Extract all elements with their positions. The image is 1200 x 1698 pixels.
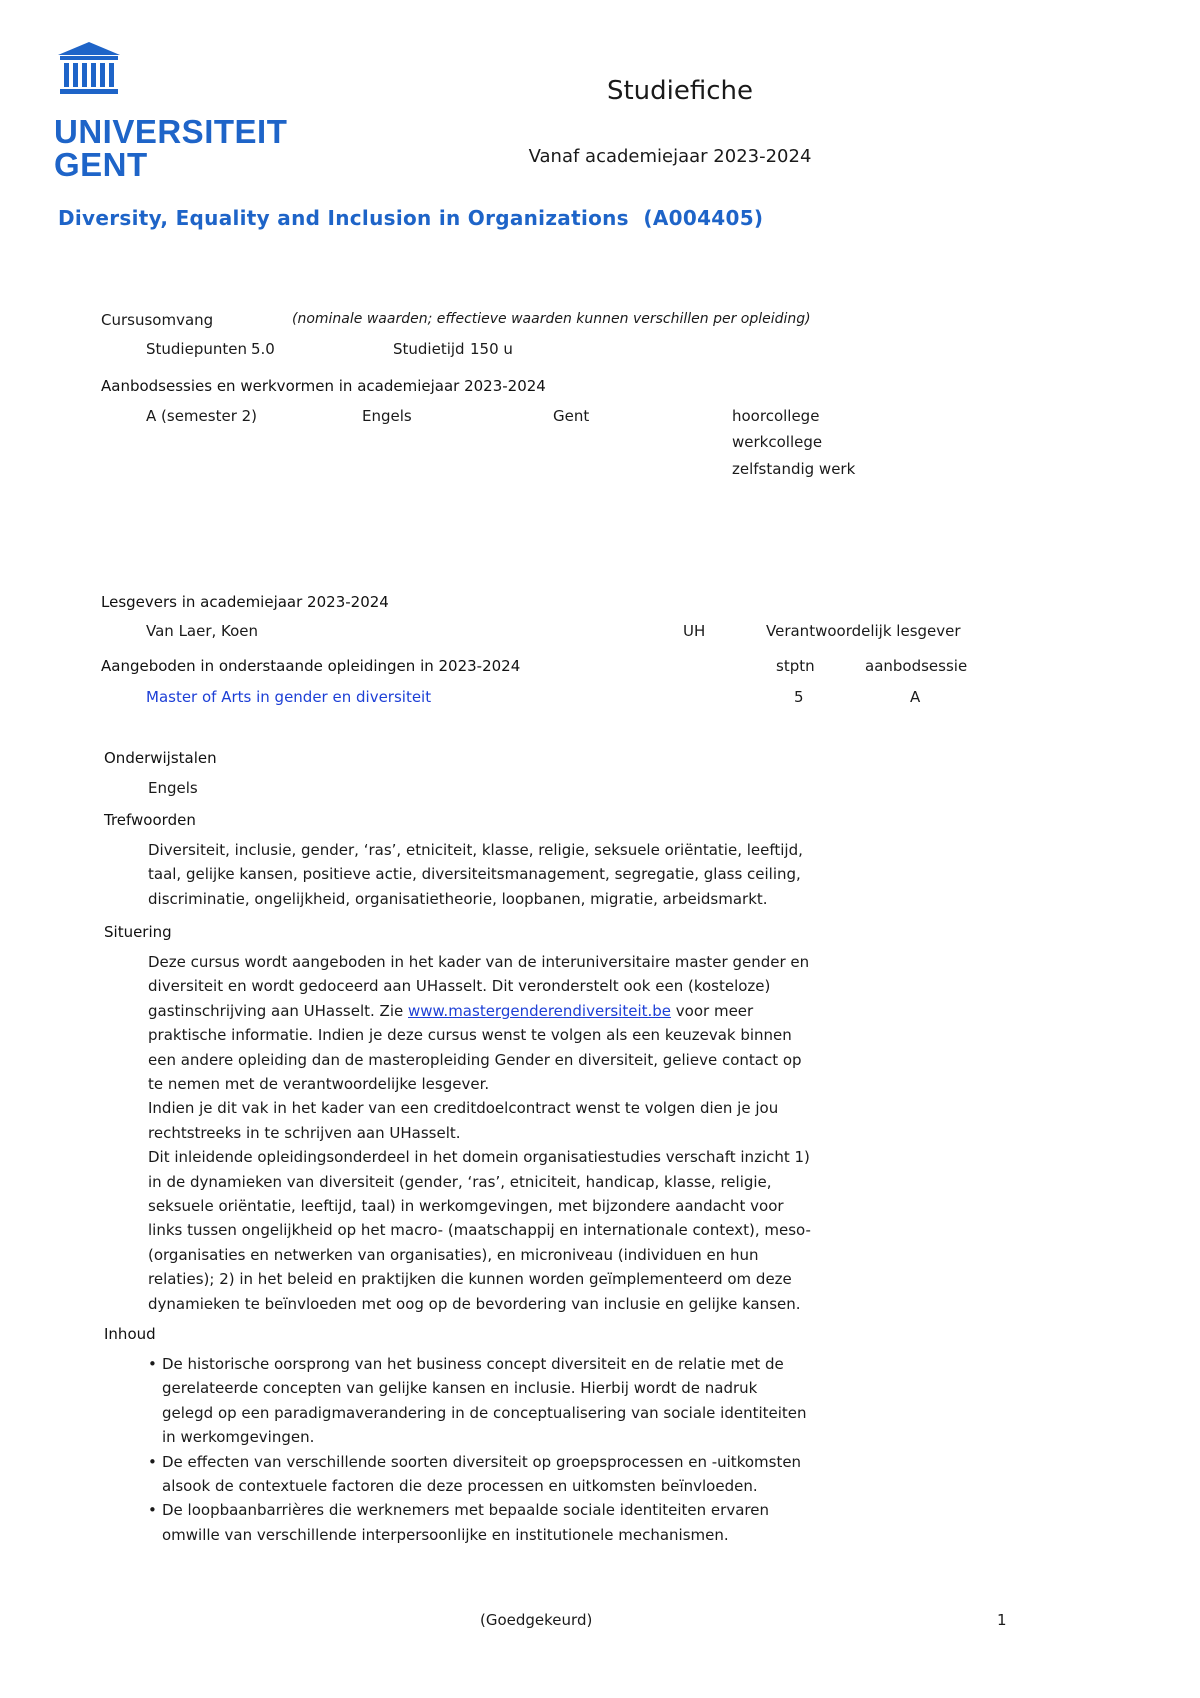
lesgever-affiliation: UH <box>683 622 706 640</box>
situering-p1-after: voor meer praktische informatie. Indien je deze cursus wenst te volgen als een keuzevak binnen een andere opleiding dan de masteropleiding Gender en diversiteit, gelieve contact op te nemen met de verantwoordelijke lesgever. <box>148 1001 802 1094</box>
column-header-aanbodsessie: aanbodsessie <box>865 657 968 675</box>
situering-text <box>148 950 813 1316</box>
opleiding-link[interactable]: Master of Arts in gender en diversiteit <box>146 688 432 706</box>
aanbod-session: A (semester 2) <box>146 407 258 425</box>
onderwijstalen-value: Engels <box>148 779 198 797</box>
omvang-label: Cursusomvang <box>101 311 214 329</box>
werkvorm-item: zelfstandig werk <box>732 460 856 478</box>
aanbod-location: Gent <box>553 407 590 425</box>
footer-status: (Goedgekeurd) <box>480 1611 593 1629</box>
werkvorm-item: hoorcollege <box>732 407 820 425</box>
trefwoorden-text: Diversiteit, inclusie, gender, ‘ras’, etniciteit, klasse, religie, seksuele oriëntatie, leeftijd, taal, gelijke kansen, positieve actie, diversiteitsmanagement, segregatie, glass ceiling, discriminatie, ongelijkheid, organisatietheorie, loopbanen, migratie, arbeidsmarkt. <box>148 841 803 908</box>
aanbod-label: Aanbodsessies en werkvormen in academiejaar 2023-2024 <box>101 377 546 395</box>
course-title <box>58 206 763 230</box>
list-item: • De loopbaanbarrières die werknemers met bepaalde sociale identiteiten ervaren omwille van verschillende interpersoonlijke en institutionele mechanismen. <box>148 1498 813 1547</box>
inhoud-label: Inhoud <box>104 1325 156 1343</box>
situering-paragraph-2: Indien je dit vak in het kader van een creditdoelcontract wenst te volgen dien je jou rechtstreeks in te schrijven aan UHasselt. <box>148 1099 779 1142</box>
werkvorm-item: werkcollege <box>732 433 823 451</box>
studiepunten-label: Studiepunten <box>146 340 247 358</box>
lesgever-name: Van Laer, Koen <box>146 622 259 640</box>
course-name: Diversity, Equality and Inclusion in Organizations <box>58 206 629 230</box>
logo-line-2: GENT <box>54 146 148 183</box>
inhoud-list <box>148 1352 813 1547</box>
situering-paragraph-1 <box>148 950 813 1096</box>
lesgevers-label: Lesgevers in academiejaar 2023-2024 <box>101 593 389 611</box>
studietijd-value: 150 u <box>470 340 513 358</box>
list-item: • De effecten van verschillende soorten diversiteit op groepsprocessen en -uitkomsten alsook de contextuele factoren die deze processen en uitkomsten beïnvloeden. <box>148 1450 813 1499</box>
studietijd-label: Studietijd <box>393 340 465 358</box>
studiepunten-value: 5.0 <box>251 340 275 358</box>
lesgever-role: Verantwoordelijk lesgever <box>766 622 961 640</box>
aanbod-language: Engels <box>362 407 412 425</box>
page-number: 1 <box>997 1611 1007 1629</box>
trefwoorden-label: Trefwoorden <box>104 811 196 829</box>
logo-line-1: UNIVERSITEIT <box>54 113 288 150</box>
course-code: (A004405) <box>643 206 764 230</box>
omvang-note: (nominale waarden; effectieve waarden kunnen verschillen per opleiding) <box>292 311 811 327</box>
mastergender-link[interactable]: www.mastergenderendiversiteit.be <box>408 1001 672 1020</box>
opleiding-stptn: 5 <box>794 688 804 706</box>
opleidingen-label: Aangeboden in onderstaande opleidingen in 2023-2024 <box>101 657 521 675</box>
situering-label: Situering <box>104 923 172 941</box>
situering-paragraph-3: Dit inleidende opleidingsonderdeel in het domein organisatiestudies verschaft inzicht 1) in de dynamieken van diversiteit (gender, ‘ras’, etniciteit, handicap, klasse, religie, seksuele oriëntatie, leeftijd, taal) in werkomgevingen, met bijzondere aandacht voor links tussen ongelijkheid op het macro- (maatschappij en internationale context), meso- (organisaties en netwerken van organisaties), en microniveau (individuen en hun relaties); 2) in het beleid en praktijken die kunnen worden geïmplementeerd om deze dynamieken te beïnvloeden met oog op de bevordering van inclusie en gelijke kansen. <box>148 1148 811 1313</box>
building-icon <box>56 40 122 98</box>
page-title: Studiefiche <box>606 76 754 106</box>
column-header-stptn: stptn <box>776 657 815 675</box>
university-logo <box>54 40 288 190</box>
list-item: • De historische oorsprong van het business concept diversiteit en de relatie met de gerelateerde concepten van gelijke kansen en inclusie. Hierbij wordt de nadruk gelegd op een paradigmaverandering in de conceptualisering van sociale identiteiten in werkomgevingen. <box>148 1352 813 1450</box>
page-subtitle: Vanaf academiejaar 2023-2024 <box>528 146 812 167</box>
onderwijstalen-label: Onderwijstalen <box>104 749 217 767</box>
situering-p1-before: Deze cursus wordt aangeboden in het kader van de interuniversitaire master gender en diversiteit en wordt gedoceerd aan UHasselt. Dit veronderstelt ook een (kosteloze) gastinschrijving aan UHasselt. Zie <box>148 953 810 1020</box>
opleiding-sessie: A <box>910 688 921 706</box>
